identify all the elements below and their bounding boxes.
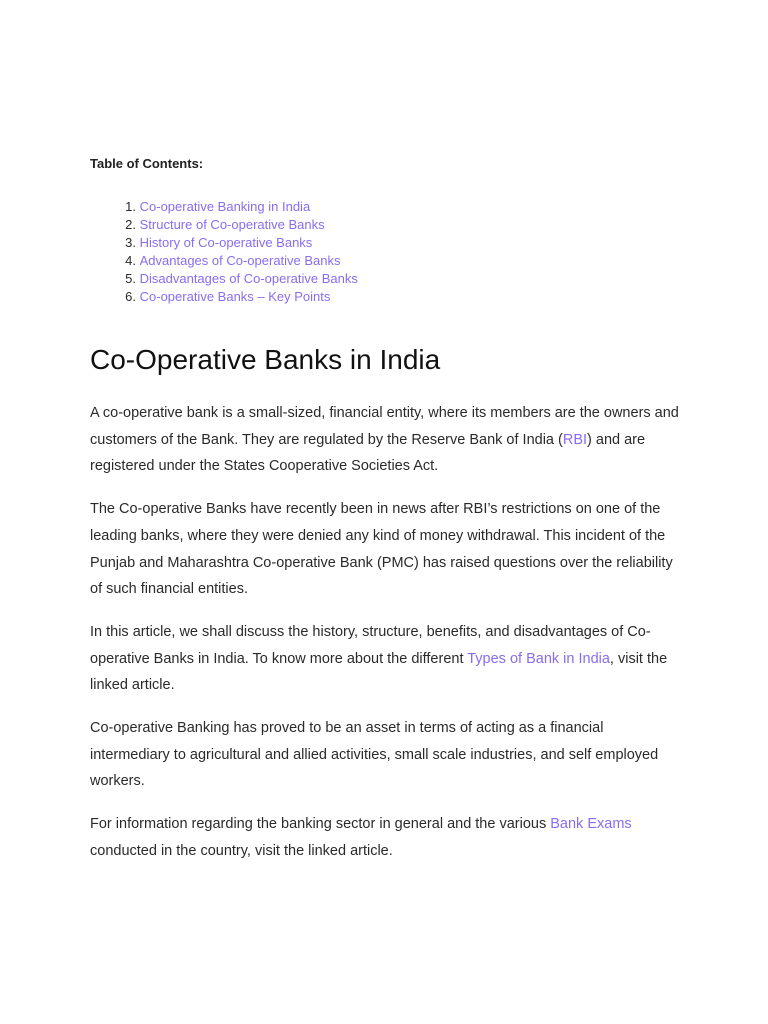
paragraph-article-scope — [90, 619, 685, 699]
rbi-link[interactable]: RBI — [562, 431, 588, 448]
toc-item — [90, 288, 358, 306]
toc-item-number: 5. — [125, 271, 136, 286]
paragraph-text: For information regarding the banking sector in general and the various — [90, 816, 551, 833]
paragraph-text: A co-operative bank is a small-sized, financial entity, where its members are the owners and customers of the Bank. They are regulated by the Reserve Bank of India ( — [90, 405, 679, 448]
toc-item-number: 1. — [125, 199, 136, 214]
toc-link-advantages[interactable]: Advantages of Co-operative Banks — [139, 253, 341, 268]
paragraph-bank-exams — [90, 811, 685, 864]
toc-link-disadvantages[interactable]: Disadvantages of Co-operative Banks — [139, 271, 358, 286]
toc-link-structure[interactable]: Structure of Co-operative Banks — [139, 217, 325, 232]
toc-item-number: 2. — [125, 217, 136, 232]
paragraph-text: conducted in the country, visit the linked article. — [90, 842, 393, 859]
toc-item-number: 4. — [125, 253, 136, 268]
toc-item — [90, 216, 358, 234]
toc-item — [90, 252, 358, 270]
types-of-bank-link[interactable]: Types of Bank in India — [467, 650, 610, 667]
article-body — [90, 400, 685, 881]
toc-item — [90, 198, 358, 216]
paragraph-asset: Co-operative Banking has proved to be an asset in terms of acting as a financial intermediary to agricultural and allied activities, small scale industries, and self employed workers. — [90, 720, 659, 790]
toc-link-cooperative-banking[interactable]: Co-operative Banking in India — [139, 199, 311, 214]
toc-heading: Table of Contents: — [90, 156, 204, 171]
toc-item — [90, 234, 358, 252]
toc-list — [90, 198, 358, 306]
paragraph-intro — [90, 400, 685, 480]
paragraph-news: The Co-operative Banks have recently been in news after RBI’s restrictions on one of the leading banks, where they were denied any kind of money withdrawal. This incident of the Punjab and Maharashtra Co-operative Bank (PMC) has raised questions over the reliability of such financial entities. — [90, 501, 673, 598]
paragraph-text: , visit the linked article. — [90, 650, 668, 694]
article-title: Co-Operative Banks in India — [90, 344, 441, 375]
toc-item-number: 6. — [125, 289, 136, 304]
paragraph-text: In this article, we shall discuss the history, structure, benefits, and disadvantages of Co-operative Banks in India. To know more about the different — [90, 623, 651, 667]
toc-link-key-points[interactable]: Co-operative Banks – Key Points — [139, 289, 331, 304]
paragraph-text: ) and are registered under the States Cooperative Societies Act. — [90, 431, 646, 475]
bank-exams-link[interactable]: Bank Exams — [550, 816, 632, 833]
toc-item-number: 3. — [125, 235, 136, 250]
toc-item — [90, 270, 358, 288]
toc-link-history[interactable]: History of Co-operative Banks — [139, 235, 313, 250]
